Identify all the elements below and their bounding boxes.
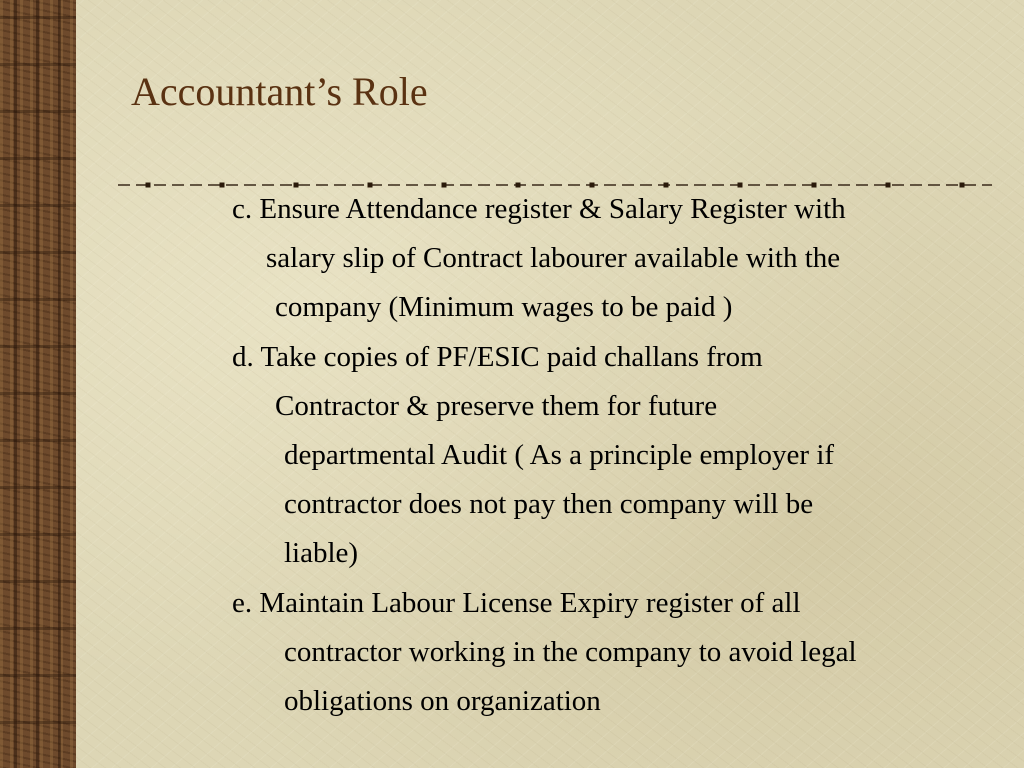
body-line: departmental Audit ( As a principle employer if	[284, 439, 835, 471]
slide-title: Accountant’s Role	[131, 69, 428, 114]
body-line: salary slip of Contract labourer available with the	[266, 242, 841, 274]
body-line: obligations on organization	[284, 685, 601, 717]
body-line-d: d. Take copies of PF/ESIC paid challans from	[232, 341, 763, 373]
body-line: liable)	[284, 537, 359, 569]
body-line-c: c. Ensure Attendance register & Salary Register with	[232, 193, 846, 225]
body-line: contractor working in the company to avoid legal	[284, 636, 857, 668]
body-line-e: e. Maintain Labour License Expiry register of all	[232, 587, 801, 619]
body-line: Contractor & preserve them for future	[275, 390, 718, 422]
body-line: company (Minimum wages to be paid )	[275, 291, 733, 323]
body-line: contractor does not pay then company will be	[284, 488, 814, 520]
